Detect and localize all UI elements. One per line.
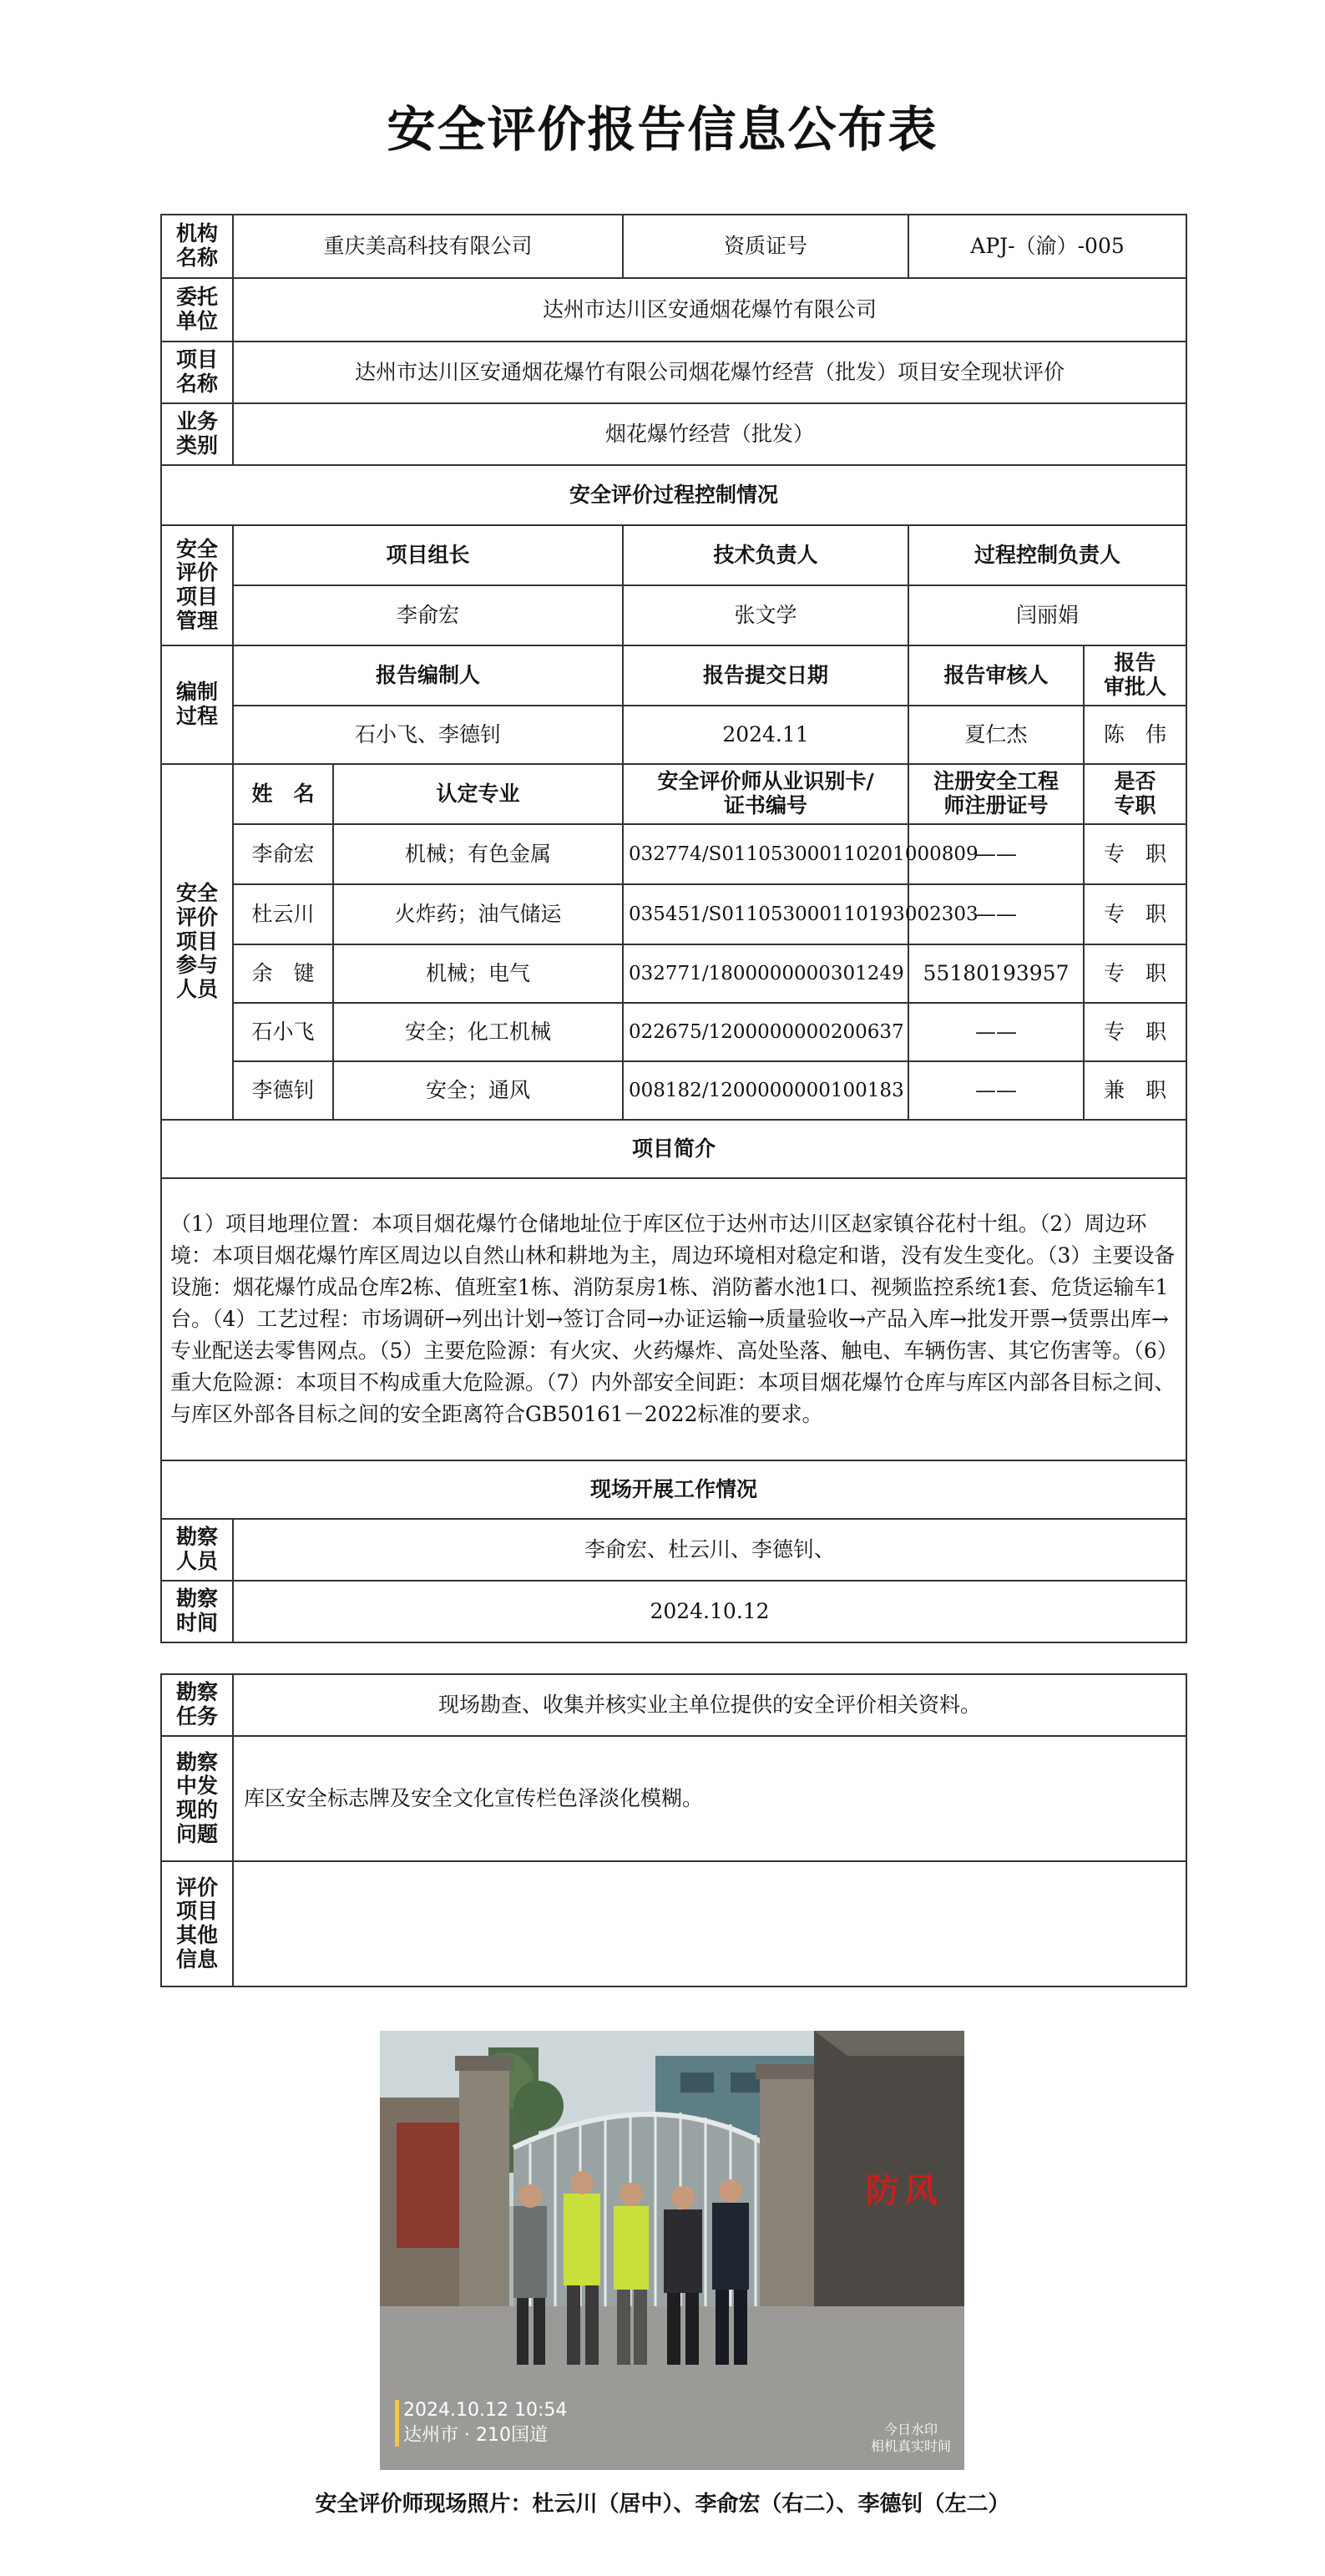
field-section-heading: 现场开展工作情况 bbox=[161, 1460, 1186, 1519]
participant-fulltime: 专 职 bbox=[1084, 884, 1186, 944]
participant-fulltime: 专 职 bbox=[1084, 1003, 1186, 1061]
client-label: 委托 单位 bbox=[161, 278, 233, 342]
watermark-logo: 今日水印 相机真实时间 bbox=[870, 2422, 951, 2454]
table-row bbox=[161, 944, 1186, 1003]
participant-id: 032774/S011053000110201000809 bbox=[623, 824, 908, 884]
cert-label: 资质证号 bbox=[623, 215, 908, 278]
participant-reg: —— bbox=[908, 1061, 1084, 1120]
photo-time: 2024.10.12 10:54 bbox=[403, 2400, 568, 2421]
name-header: 姓 名 bbox=[233, 764, 333, 824]
process-control-lead: 闫丽娟 bbox=[908, 585, 1186, 645]
reviewer: 夏仁杰 bbox=[908, 706, 1084, 764]
participant-fulltime: 专 职 bbox=[1084, 824, 1186, 884]
participant-name: 李德钊 bbox=[233, 1061, 333, 1120]
team-leader: 李俞宏 bbox=[233, 585, 623, 645]
participants-label: 安全 评价 项目 参与 人员 bbox=[161, 764, 233, 1120]
business-label: 业务 类别 bbox=[161, 403, 233, 465]
tech-lead-header: 技术负责人 bbox=[623, 525, 908, 585]
site-photo bbox=[380, 2031, 964, 2470]
participant-name: 余 键 bbox=[233, 944, 333, 1003]
project-name: 达州市达川区安通烟花爆竹有限公司烟花爆竹经营（批发）项目安全现状评价 bbox=[233, 342, 1186, 403]
survey-staff: 李俞宏、杜云川、李德钊、 bbox=[233, 1519, 1186, 1581]
table-row bbox=[161, 884, 1186, 944]
business-type: 烟花爆竹经营（批发） bbox=[233, 403, 1186, 465]
gate-sign: 防风 bbox=[866, 2172, 943, 2210]
client-name: 达州市达川区安通烟花爆竹有限公司 bbox=[233, 278, 1186, 342]
management-label: 安全 评价 项目 管理 bbox=[161, 525, 233, 645]
tech-lead: 张文学 bbox=[623, 585, 908, 645]
compilers: 石小飞、李德钊 bbox=[233, 706, 623, 764]
survey-staff-label: 勘察 人员 bbox=[161, 1519, 233, 1581]
org-name: 重庆美高科技有限公司 bbox=[233, 215, 623, 278]
participant-name: 石小飞 bbox=[233, 1003, 333, 1061]
participant-reg: —— bbox=[908, 1003, 1084, 1061]
participant-reg: —— bbox=[908, 824, 1084, 884]
findings-label: 勘察 中发 现的 问题 bbox=[161, 1736, 233, 1861]
reviewer-header: 报告审核人 bbox=[908, 645, 1084, 706]
reg-number-header: 注册安全工程 师注册证号 bbox=[908, 764, 1084, 824]
specialty-header: 认定专业 bbox=[333, 764, 623, 824]
timestamp-bar bbox=[395, 2400, 399, 2447]
photo-location: 达州市 · 210国道 bbox=[403, 2425, 548, 2446]
participant-specialty: 火炸药；油气储运 bbox=[333, 884, 623, 944]
compilation-label: 编制 过程 bbox=[161, 645, 233, 764]
participant-specialty: 安全；化工机械 bbox=[333, 1003, 623, 1061]
survey-task: 现场勘查、收集并核实业主单位提供的安全评价相关资料。 bbox=[233, 1674, 1186, 1736]
id-card-header: 安全评价师从业识别卡/ 证书编号 bbox=[623, 764, 908, 824]
survey-task-label: 勘察 任务 bbox=[161, 1674, 233, 1736]
participant-id: 032771/1800000000301249 bbox=[623, 944, 908, 1003]
project-label: 项目 名称 bbox=[161, 342, 233, 403]
submit-date-header: 报告提交日期 bbox=[623, 645, 908, 706]
participant-reg: —— bbox=[908, 884, 1084, 944]
cert-number: APJ-（渝）-005 bbox=[908, 215, 1186, 278]
intro-section-heading: 项目简介 bbox=[161, 1120, 1186, 1178]
survey-time-label: 勘察 时间 bbox=[161, 1581, 233, 1642]
approver: 陈 伟 bbox=[1084, 706, 1186, 764]
participant-id: 008182/1200000000100183 bbox=[623, 1061, 908, 1120]
team-leader-header: 项目组长 bbox=[233, 525, 623, 585]
participant-name: 杜云川 bbox=[233, 884, 333, 944]
page-title: 安全评价报告信息公布表 bbox=[387, 101, 938, 158]
survey-findings: 库区安全标志牌及安全文化宣传栏色泽淡化模糊。 bbox=[233, 1736, 1186, 1861]
participant-name: 李俞宏 bbox=[233, 824, 333, 884]
approver-header: 报告 审批人 bbox=[1084, 645, 1186, 706]
other-info-label: 评价 项目 其他 信息 bbox=[161, 1861, 233, 1986]
participant-fulltime: 专 职 bbox=[1084, 944, 1186, 1003]
participant-specialty: 机械；有色金属 bbox=[333, 824, 623, 884]
project-intro-text: （1）项目地理位置：本项目烟花爆竹仓储地址位于库区位于达州市达川区赵家镇谷花村十组。（2）周边环境：本项目烟花爆竹库区周边以自然山林和耕地为主，周边环境相对稳定和谐，没有发生变化。（3）主要设备设施：烟花爆竹成品仓库2栋、值班室1栋、消防泵房1栋、消防蓄水池1口、视频监控系统1套、危货运输车1台。（4）工艺过程：市场调研→列出计划→签订合同→办证运输→质量验收→产品入库→批发开票→赁票出库→专业配送去零售网点。（5）主要危险源：有火灾、火药爆炸、高处坠落、触电、车辆伤害、其它伤害等。（6）重大危险源：本项目不构成重大危险源。（7）内外部安全间距：本项目烟花爆竹仓库与库区内部各目标之间、与库区外部各目标之间的安全距离符合GB50161－2022标准的要求。 bbox=[161, 1178, 1186, 1460]
compiler-header: 报告编制人 bbox=[233, 645, 623, 706]
survey-table bbox=[160, 1673, 1187, 1987]
table-row bbox=[161, 1003, 1186, 1061]
participant-id: 022675/1200000000200637 bbox=[623, 1003, 908, 1061]
photo-caption: 安全评价师现场照片：杜云川（居中）、李俞宏（右二）、李德钊（左二） bbox=[315, 2492, 1010, 2517]
other-info bbox=[233, 1861, 1186, 1986]
org-label: 机构 名称 bbox=[161, 215, 233, 278]
table-row bbox=[161, 1061, 1186, 1120]
participant-specialty: 机械；电气 bbox=[333, 944, 623, 1003]
info-table bbox=[160, 214, 1187, 1643]
survey-time: 2024.10.12 bbox=[233, 1581, 1186, 1642]
submit-date: 2024.11 bbox=[623, 706, 908, 764]
participant-reg: 55180193957 bbox=[908, 944, 1084, 1003]
participant-id: 035451/S011053000110193002303 bbox=[623, 884, 908, 944]
process-section-heading: 安全评价过程控制情况 bbox=[161, 465, 1186, 525]
participant-specialty: 安全；通风 bbox=[333, 1061, 623, 1120]
participant-fulltime: 兼 职 bbox=[1084, 1061, 1186, 1120]
photo-timestamp bbox=[403, 2398, 567, 2448]
table-row bbox=[161, 824, 1186, 884]
process-control-header: 过程控制负责人 bbox=[908, 525, 1186, 585]
fulltime-header: 是否 专职 bbox=[1084, 764, 1186, 824]
